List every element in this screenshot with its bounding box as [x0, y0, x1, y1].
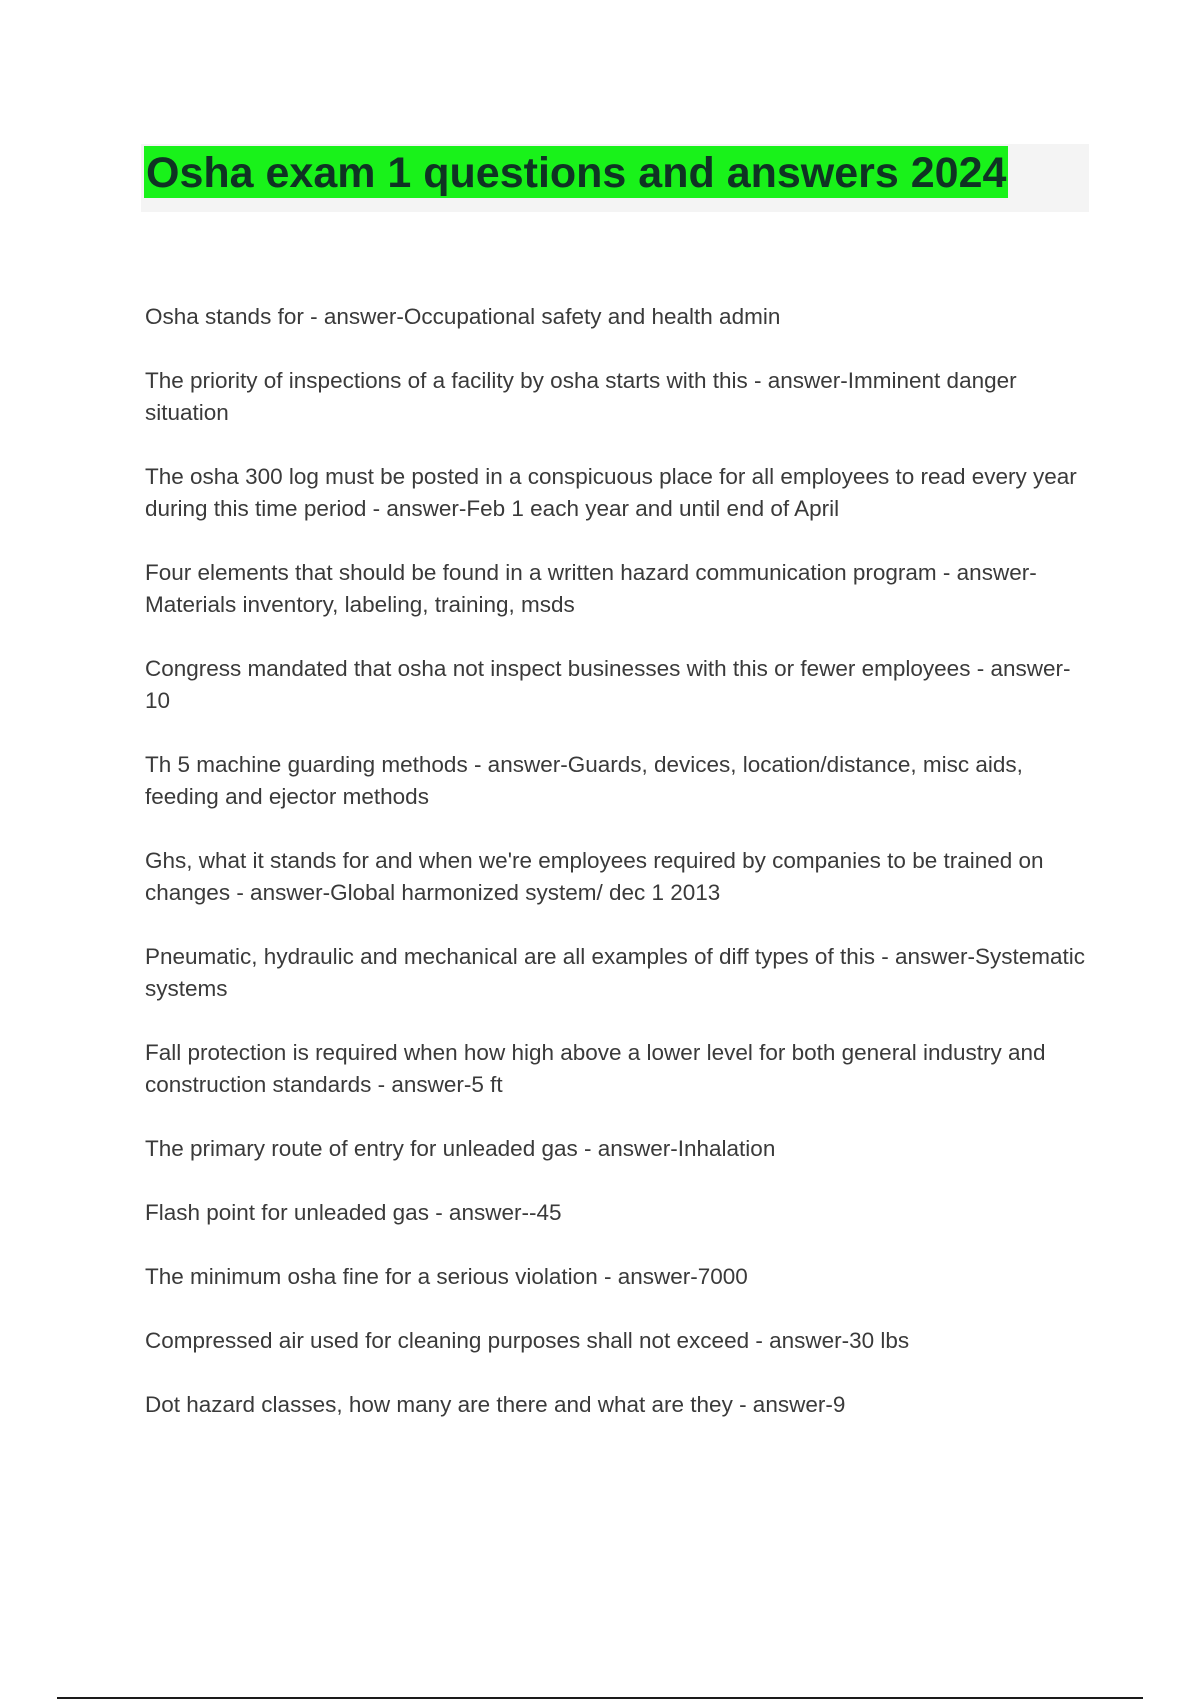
qa-item: The minimum osha fine for a serious violation - answer-7000: [145, 1264, 748, 1289]
qa-item: The primary route of entry for unleaded gas - answer-Inhalation: [145, 1136, 776, 1161]
qa-item: Flash point for unleaded gas - answer--45: [145, 1200, 562, 1225]
document-title: Osha exam 1 questions and answers 2024: [144, 146, 1008, 198]
qa-item: Dot hazard classes, how many are there and what are they - answer-9: [145, 1392, 846, 1417]
qa-item: The osha 300 log must be posted in a conspicuous place for all employees to read every year during this time period - answer-Feb 1 each year and until end of April: [145, 464, 1077, 521]
title-banner: [141, 144, 1089, 212]
qa-item: Fall protection is required when how high above a lower level for both general industry and construction standards - answer-5 ft: [145, 1040, 1046, 1097]
qa-item: Osha stands for - answer-Occupational safety and health admin: [145, 304, 781, 329]
qa-list: [145, 301, 1085, 1453]
qa-item: Congress mandated that osha not inspect businesses with this or fewer employees - answer-10: [145, 656, 1071, 713]
qa-item: Pneumatic, hydraulic and mechanical are all examples of diff types of this - answer-Systematic systems: [145, 944, 1086, 1001]
qa-item: The priority of inspections of a facility by osha starts with this - answer-Imminent danger situation: [145, 368, 1017, 425]
qa-item: Ghs, what it stands for and when we're employees required by companies to be trained on changes - answer-Global harmonized system/ dec 1 2013: [145, 848, 1044, 905]
qa-item: Four elements that should be found in a written hazard communication program - answer-Materials inventory, labeling, training, msds: [145, 560, 1037, 617]
qa-item: Compressed air used for cleaning purposes shall not exceed - answer-30 lbs: [145, 1328, 910, 1353]
qa-item: Th 5 machine guarding methods - answer-Guards, devices, location/distance, misc aids, feeding and ejector methods: [145, 752, 1023, 809]
page-bottom-rule: [57, 1697, 1143, 1699]
